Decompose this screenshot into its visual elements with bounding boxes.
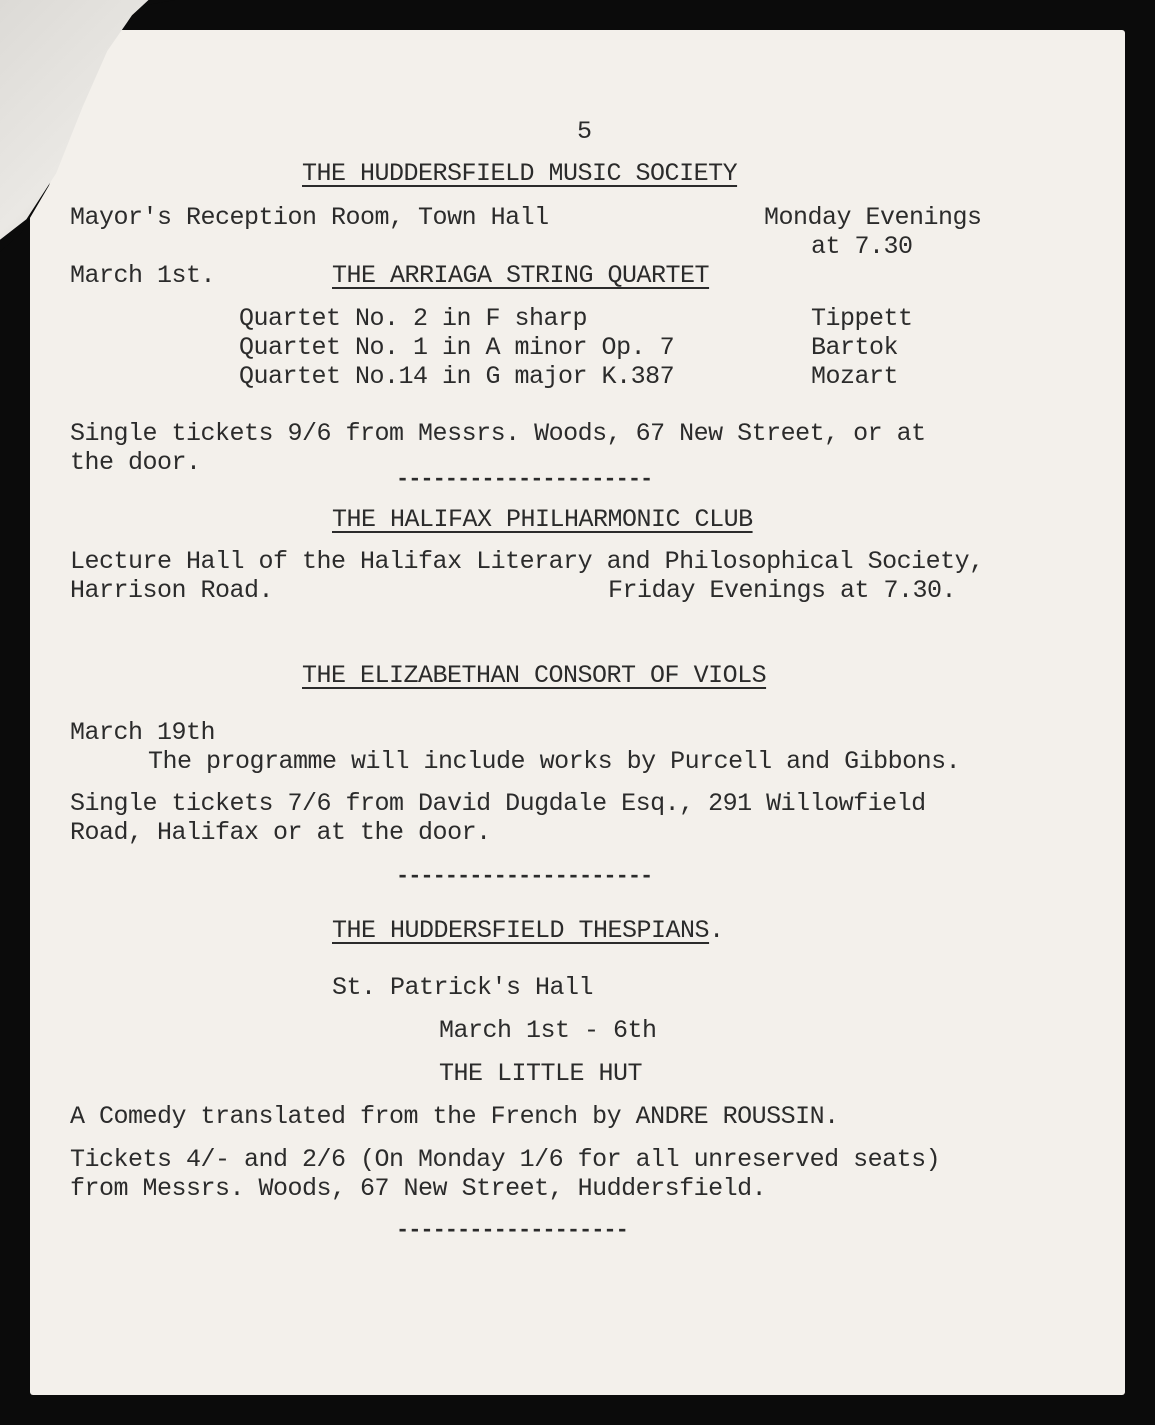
thespians-tickets-line2: from Messrs. Woods, 67 New Street, Huddersfield. <box>70 1174 767 1203</box>
music-society-venue: Mayor's Reception Room, Town Hall <box>70 203 549 232</box>
programme-composer: Tippett <box>811 304 913 333</box>
thespians-dates: March 1st - 6th <box>439 1016 657 1045</box>
music-society-performer: THE ARRIAGA STRING QUARTET <box>332 261 710 290</box>
consort-tickets-line2: Road, Halifax or at the door. <box>70 818 491 847</box>
philharmonic-venue-line2: Harrison Road. <box>70 576 274 605</box>
philharmonic-time: Friday Evenings at 7.30. <box>608 576 957 605</box>
thespians-tickets-line1: Tickets 4/- and 2/6 (On Monday 1/6 for all unreserved seats) <box>70 1145 941 1174</box>
thespians-heading-period: . <box>709 916 724 945</box>
thespians-heading: THE HUDDERSFIELD THESPIANS <box>332 916 710 945</box>
programme-work: Quartet No. 2 in F sharp <box>239 304 588 333</box>
page-number: 5 <box>577 117 592 146</box>
consort-tickets-line1: Single tickets 7/6 from David Dugdale Esq., 291 Willowfield <box>70 789 926 818</box>
music-society-tickets-line2: the door. <box>70 448 201 477</box>
programme-composer: Mozart <box>811 362 899 391</box>
philharmonic-venue-line1: Lecture Hall of the Halifax Literary and Philosophical Society, <box>70 547 984 576</box>
thespians-heading-line <box>332 917 724 945</box>
separator: --------------------- <box>396 467 653 492</box>
programme-work: Quartet No.14 in G major K.387 <box>239 362 675 391</box>
separator: --------------------- <box>396 864 653 889</box>
thespians-venue: St. Patrick's Hall <box>332 973 594 1002</box>
consort-date: March 19th <box>70 718 216 747</box>
consort-heading: THE ELIZABETHAN CONSORT OF VIOLS <box>302 661 767 690</box>
music-society-heading: THE HUDDERSFIELD MUSIC SOCIETY <box>302 159 738 188</box>
thespians-description: A Comedy translated from the French by ANDRE ROUSSIN. <box>70 1102 839 1131</box>
programme-composer: Bartok <box>811 333 899 362</box>
programme-work: Quartet No. 1 in A minor Op. 7 <box>239 333 675 362</box>
separator: ------------------- <box>396 1218 628 1243</box>
music-society-time-line2: at 7.30 <box>811 232 913 261</box>
music-society-time-line1: Monday Evenings <box>764 203 982 232</box>
philharmonic-heading: THE HALIFAX PHILHARMONIC CLUB <box>332 505 753 534</box>
music-society-date: March 1st. <box>70 261 216 290</box>
music-society-tickets-line1: Single tickets 9/6 from Messrs. Woods, 67 New Street, or at <box>70 419 926 448</box>
consort-programme: The programme will include works by Purcell and Gibbons. <box>148 747 961 776</box>
thespians-play: THE LITTLE HUT <box>439 1059 643 1088</box>
